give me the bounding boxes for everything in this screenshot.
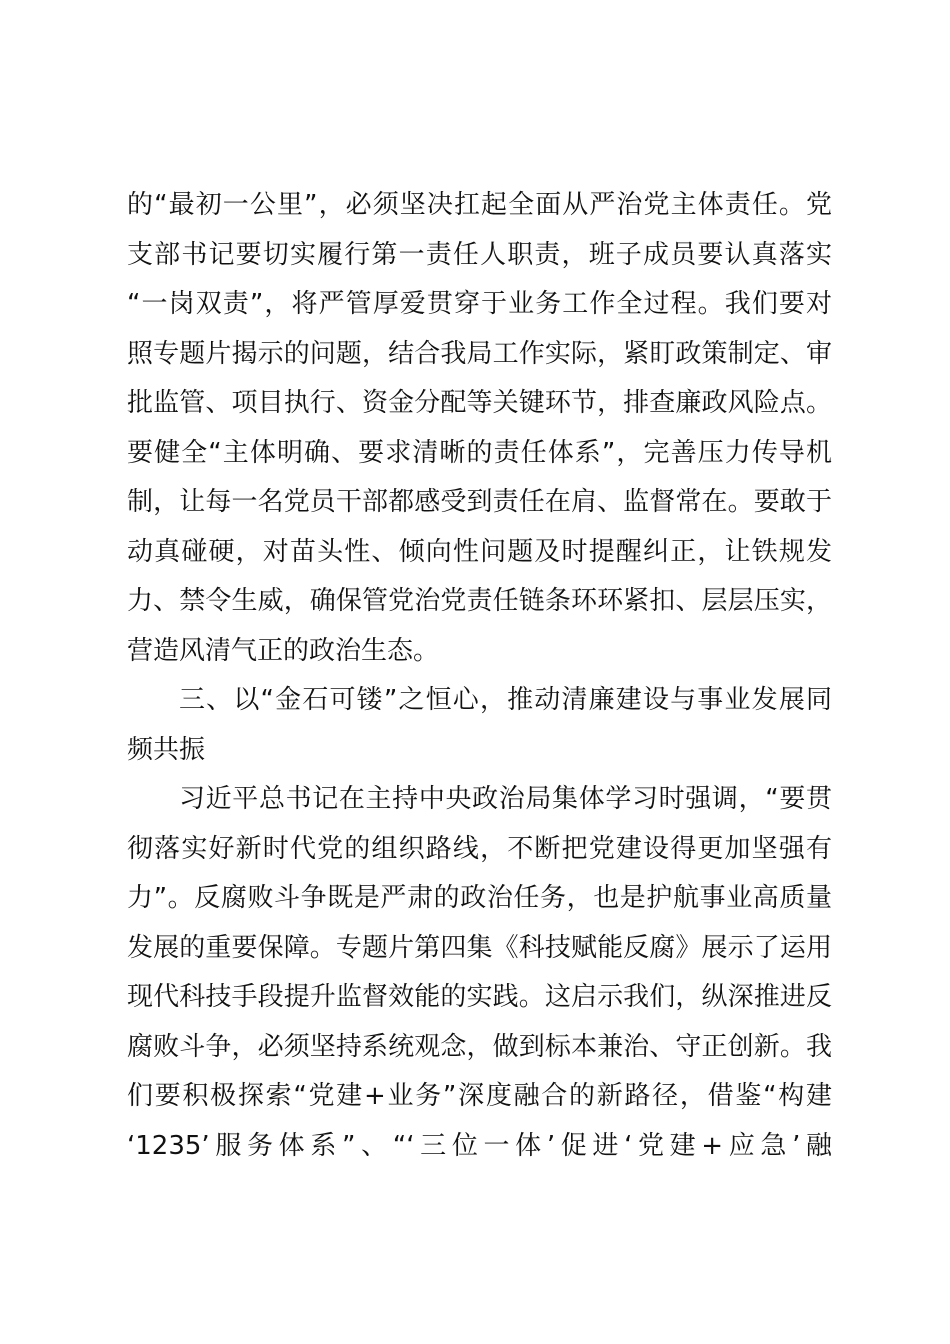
text-line: 照专题片揭示的问题，结合我局工作实际，紧盯政策制定、审	[127, 338, 832, 369]
text-line: 力”。反腐败斗争既是严肃的政治任务，也是护航事业高质量	[127, 883, 832, 913]
text-line: 的“最初一公里”，必须坚决扛起全面从严治党主体责任。党	[127, 190, 832, 220]
text-line: 腐败斗争，必须坚持系统观念，做到标本兼治、守正创新。我	[127, 1031, 832, 1062]
heading-line: 三、以“金石可镂”之恒心，推动清廉建设与事业发展同	[179, 685, 832, 715]
text-line: 现代科技手段提升监督效能的实践。这启示我们，纵深推进反	[127, 982, 832, 1012]
text-line: 力、禁令生威，确保管党治党责任链条环环紧扣、层层压实，	[127, 586, 832, 616]
document-page	[127, 181, 832, 1171]
text-line: ‘1235’服务体系”、“‘三位一体’促进‘党建+应急’融	[127, 1130, 832, 1161]
text-line: 动真碰硬，对苗头性、倾向性问题及时提醒纠正，让铁规发	[127, 536, 832, 567]
text-line: 们要积极探索“党建+业务”深度融合的新路径，借鉴“构建	[127, 1081, 832, 1111]
paragraph-party-building	[127, 775, 832, 1171]
text-line: 制，让每一名党员干部都感受到责任在肩、监督常在。要敢于	[127, 487, 832, 517]
text-line: 发展的重要保障。专题片第四集《科技赋能反腐》展示了运用	[127, 932, 832, 963]
text-line: 批监管、项目执行、资金分配等关键环节，排查廉政风险点。	[127, 388, 832, 418]
heading-line: 频共振	[127, 734, 206, 765]
text-line: 习近平总书记在主持中央政治局集体学习时强调，“要贯	[179, 784, 832, 814]
section-heading-three	[127, 676, 832, 775]
text-line: 营造风清气正的政治生态。	[127, 635, 440, 666]
text-line: “一岗双责”，将严管厚爱贯穿于业务工作全过程。我们要对	[127, 289, 832, 319]
paragraph-responsibility	[127, 181, 832, 676]
text-line: 要健全“主体明确、要求清晰的责任体系”，完善压力传导机	[127, 437, 832, 468]
text-line: 支部书记要切实履行第一责任人职责，班子成员要认真落实	[127, 239, 832, 270]
text-line: 彻落实好新时代党的组织路线，不断把党建设得更加坚强有	[127, 833, 832, 864]
